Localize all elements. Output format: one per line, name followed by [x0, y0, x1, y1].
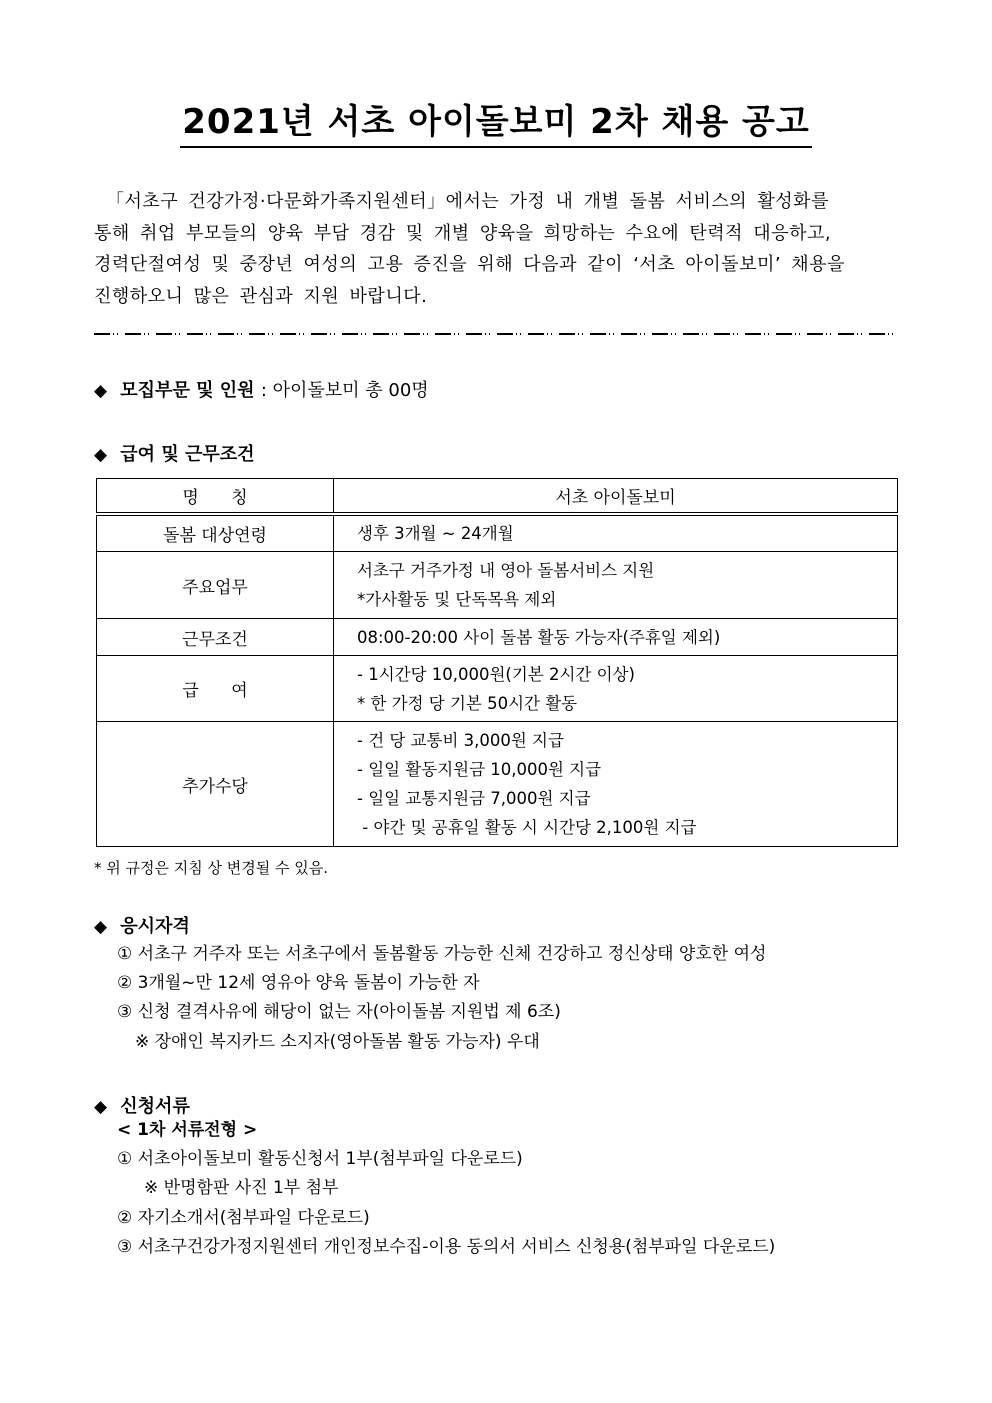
row-value: [334, 722, 898, 847]
row-value-line: - 일일 활동지원금 10,000원 지급: [357, 760, 602, 779]
row-value: [334, 619, 898, 656]
diamond-bullet-icon: ◆: [94, 381, 108, 401]
qualification-item: ③ 신청 결격사유에 해당이 없는 자(아이돌봄 지원법 제 6조): [117, 1002, 561, 1022]
row-value-line: 08:00-20:00 사이 돌봄 활동 가능자(주휴일 제외): [357, 627, 721, 647]
document-item: ③ 서초구건강가정지원센터 개인정보수집-이용 동의서 서비스 신청용(첨부파일 다운로드): [117, 1237, 776, 1257]
table-row: [97, 656, 898, 722]
diamond-bullet-icon: ◆: [94, 1097, 108, 1117]
document-note: ※ 반명함판 사진 1부 첨부: [144, 1178, 339, 1198]
intro-line: 진행하오니 많은 관심과 지원 바랍니다.: [94, 285, 428, 307]
row-value-line: - 일일 교통지원금 7,000원 지급: [357, 789, 591, 808]
section-heading: 모집부문 및 인원: [120, 380, 255, 401]
diamond-bullet-icon: ◆: [94, 445, 108, 465]
section-conditions: [94, 440, 255, 466]
intro-line: 통해 취업 부모들의 양육 부담 경감 및 개별 양육을 희망하는 수요에 탄력적 대응하고,: [94, 222, 832, 244]
qualification-item: ② 3개월~만 12세 영유아 양육 돌봄이 가능한 자: [117, 973, 480, 993]
header-label: 명 칭: [97, 479, 334, 515]
section-qualification: [94, 912, 190, 938]
table-row: [97, 619, 898, 656]
row-label: 주요업무: [97, 552, 334, 619]
intro-line: 「서초구 건강가정·다문화가족지원센터」에서는 가정 내 개별 돌봄 서비스의 활성화를: [106, 191, 829, 212]
row-value-line: *가사활동 및 단독목욕 제외: [357, 590, 557, 609]
row-value: [334, 552, 898, 619]
row-label: 추가수당: [97, 722, 334, 847]
conditions-table: [96, 478, 898, 847]
section-recruit: [94, 376, 429, 402]
row-label: 돌봄 대상연령: [97, 514, 334, 552]
diamond-bullet-icon: ◆: [94, 917, 108, 937]
table-row: [97, 552, 898, 619]
row-value-line: - 1시간당 10,000원(기본 2시간 이상): [357, 664, 635, 684]
documents-stage: < 1차 서류전형 >: [117, 1120, 258, 1140]
row-value-line: - 건 당 교통비 3,000원 지급: [357, 731, 564, 750]
header-value: 서초 아이돌보미: [334, 479, 898, 515]
row-value-line: 서초구 거주가정 내 영아 돌봄서비스 지원: [357, 561, 655, 580]
qualification-note: ※ 장애인 복지카드 소지자(영아돌봄 활동 가능자) 우대: [135, 1032, 540, 1052]
row-label: 급 여: [97, 656, 334, 722]
row-value-line: * 한 가정 당 기본 50시간 활동: [357, 693, 578, 713]
table-header-row: [97, 479, 898, 515]
document-title: 2021년 서초 아이돌보미 2차 채용 공고: [180, 102, 811, 148]
row-value: [334, 656, 898, 722]
document-item: ② 자기소개서(첨부파일 다운로드): [117, 1208, 370, 1228]
intro-line: 경력단절여성 및 중장년 여성의 고용 증진을 위해 다음과 같이 ‘서초 아이돌보미’ 채용을: [94, 254, 845, 275]
table-row: [97, 722, 898, 847]
row-label: 근무조건: [97, 619, 334, 656]
recruit-value: : 아이돌보미 총 00명: [260, 380, 429, 401]
intro-paragraph: [94, 186, 898, 312]
dash-dot-divider: [94, 333, 898, 335]
document-title-wrap: [0, 102, 992, 148]
section-documents: [94, 1092, 190, 1118]
row-value-line: 생후 3개월 ~ 24개월: [357, 524, 514, 543]
document-item: ① 서초아이돌보미 활동신청서 1부(첨부파일 다운로드): [117, 1149, 523, 1169]
table-row: [97, 514, 898, 552]
conditions-note: * 위 규정은 지침 상 변경될 수 있음.: [94, 859, 329, 877]
row-value: [334, 514, 898, 552]
row-value-line: - 야간 및 공휴일 활동 시 시간당 2,100원 지급: [357, 818, 697, 837]
section-heading: 급여 및 근무조건: [120, 444, 255, 465]
qualification-item: ① 서초구 거주자 또는 서초구에서 돌봄활동 가능한 신체 건강하고 정신상태 양호한 여성: [117, 944, 767, 964]
section-heading: 신청서류: [120, 1096, 190, 1117]
section-heading: 응시자격: [120, 916, 190, 937]
